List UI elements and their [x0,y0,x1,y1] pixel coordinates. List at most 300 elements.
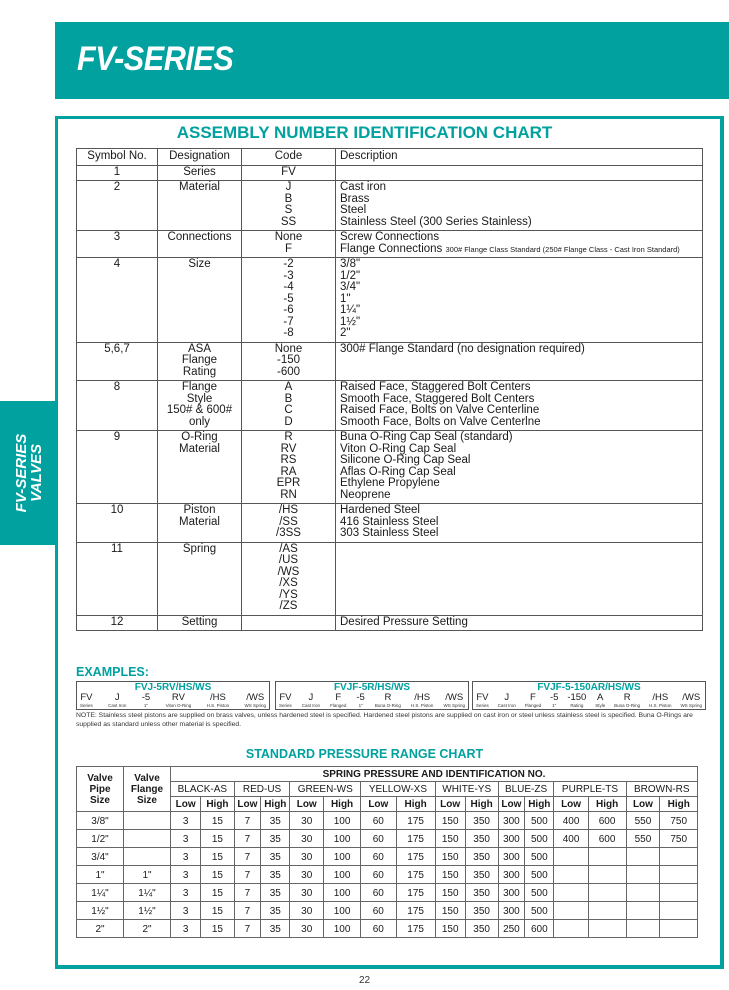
pressure-value-cell: 15 [201,866,234,884]
pressure-value-cell [660,866,698,884]
example-part [680,693,702,709]
pipe-size-cell: 3/4" [77,848,124,866]
example-part-label: WS Spring [443,703,465,708]
example-part-code: RV [171,692,185,703]
pressure-value-cell: 7 [234,884,260,902]
pressure-value-cell: 60 [361,866,396,884]
pressure-value-cell: 30 [290,920,324,938]
pressure-value-cell: 15 [201,830,234,848]
pressure-value-cell: 3 [171,830,201,848]
description-text: Cast iron [340,181,387,193]
flange-size-cell [124,812,171,830]
description-line [340,271,698,283]
table-row [77,181,703,231]
code-line: /XS [279,577,298,589]
side-tab-line2: VALVES [28,443,45,503]
example-part-code: R [384,692,392,703]
code-line: -150 [276,354,301,366]
examples-note: NOTE: Stainless steel pistons are supplied on brass valves, unless hardened steel is specified. Hardened steel pistons are supplied on cast iron or steel unless stainless steel is specified. Buna O-Rings are supplied as standard unless other material is specified. [76,712,693,728]
example-part-code: J [308,692,314,703]
pressure-value-cell: 250 [498,920,524,938]
description-line [340,194,698,206]
example-part-label: H.S. Piston [206,703,230,708]
example-part-label: Viton O-Ring [165,703,192,708]
code-line: J [285,181,292,193]
designation-line: Connections [167,231,232,243]
description-text: 1" [340,292,351,305]
pressure-value-cell [588,902,626,920]
designation-cell [158,381,242,431]
example-code: FVJ-5RV/HS/WS [134,682,212,693]
example-part [80,693,93,709]
table-row [77,866,698,884]
pressure-value-cell: 150 [435,812,465,830]
side-tab [0,401,58,545]
description-text: Silicone O-Ring Cap Seal [340,454,471,466]
code-line: S [284,204,293,216]
pressure-value-cell: 175 [396,848,435,866]
pipe-size-cell: 1¼" [77,884,124,902]
description-text: Smooth Face, Bolts on Valve Centerlne [340,415,541,428]
description-text: 300# Flange Standard (no designation required) [340,342,585,355]
example-parts [80,693,266,709]
flange-size-cell: 1" [124,866,171,884]
header-high: High [324,797,361,812]
description-text: Flange Connections [340,242,443,255]
example-part-code: FV [80,692,93,703]
code-line: SS [280,215,297,228]
pressure-value-cell: 350 [465,830,498,848]
example-part-code: -5 [549,692,559,703]
pressure-value-cell: 150 [435,830,465,848]
code-cell [242,181,336,231]
description-text: 1¼" [340,304,361,316]
header-pipe-line: Size [89,795,110,806]
designation-cell [158,231,242,258]
example-part [614,693,640,709]
example-part-code: J [504,692,510,703]
flange-size-cell: 1¼" [124,884,171,902]
code-cell [242,231,336,258]
pressure-value-cell: 150 [435,866,465,884]
code-cell [242,615,336,631]
symbol-cell: 4 [77,258,158,343]
pipe-size-cell: 1/2" [77,830,124,848]
example-part-code: -150 [567,692,587,703]
example-part [595,693,605,709]
example-box [275,681,469,710]
designation-line: Piston [183,504,216,516]
example-part [567,693,586,709]
pressure-value-cell: 60 [361,902,396,920]
description-line [340,528,698,540]
pressure-value-cell: 100 [324,848,361,866]
designation-line: Size [188,258,211,270]
pressure-value-cell: 175 [396,884,435,902]
pressure-value-cell [626,848,660,866]
table-row [77,812,698,830]
pressure-value-cell: 300 [498,830,524,848]
header-spring-3: YELLOW-XS [361,782,436,797]
description-text: Brass [340,192,370,205]
header-spring-6: PURPLE-TS [554,782,626,797]
description-line [340,282,698,294]
pressure-value-cell [588,866,626,884]
designation-line: only [188,415,211,428]
example-part-label: Flanged [330,703,347,708]
example-part-label: H.S. Piston [410,703,434,708]
pressure-value-cell: 3 [171,884,201,902]
pressure-value-cell: 150 [435,848,465,866]
page-number: 22 [358,975,371,986]
designation-cell [158,258,242,343]
pressure-value-cell [626,884,660,902]
table-row [77,884,698,902]
pressure-value-cell: 3 [171,848,201,866]
table-row [77,920,698,938]
code-line: /SS [279,515,298,528]
symbol-cell: 9 [77,431,158,504]
example-part-code: /HS [414,692,431,703]
assembly-chart-title: ASSEMBLY NUMBER IDENTIFICATION CHART [176,123,553,142]
pressure-value-cell: 350 [465,812,498,830]
pressure-value-cell: 175 [396,812,435,830]
examples-title: EXAMPLES: [76,665,149,679]
pressure-value-cell [588,920,626,938]
header-pipe-size [77,767,124,812]
code-line: -8 [283,327,294,339]
pressure-value-cell [660,920,698,938]
header-spring-2: GREEN-WS [290,782,361,797]
example-part [525,693,541,709]
pressure-value-cell: 500 [525,902,554,920]
description-cell [336,342,703,381]
pressure-value-cell: 35 [261,812,290,830]
example-part-code: FV [476,692,489,703]
pressure-value-cell: 30 [290,812,324,830]
example-part-label: WS Spring [244,703,266,708]
pressure-value-cell: 350 [465,902,498,920]
example-part-label: Rating [570,703,584,708]
code-line: B [284,192,293,205]
description-text: Steel [340,204,367,216]
header-pipe-line: Pipe [89,784,111,795]
example-part-code: FV [279,692,292,703]
pressure-value-cell: 3 [171,920,201,938]
header-spring-0: BLACK-AS [171,782,235,797]
example-part [108,693,126,709]
example-part-label: H.S. Piston [649,703,672,708]
table-row [77,848,698,866]
pressure-value-cell: 150 [435,902,465,920]
code-line: /HS [278,504,299,516]
description-text: Buna O-Ring Cap Seal (standard) [340,431,513,443]
header-pipe-line: Valve [87,773,113,784]
description-text: 3/8" [340,258,361,270]
header-high: High [261,797,290,812]
pressure-value-cell: 35 [261,848,290,866]
pressure-value-cell [554,848,588,866]
pressure-value-cell: 35 [261,830,290,848]
pressure-value-cell: 350 [465,884,498,902]
pressure-value-cell [554,902,588,920]
header-high: High [396,797,435,812]
example-part [279,693,292,709]
description-line [340,344,698,356]
example-part [330,693,346,709]
header-designation: Designation [158,149,242,166]
code-line: C [284,404,293,416]
example-part [375,693,401,709]
description-text: 2" [340,327,351,339]
example-part-label: Cast Iron [301,703,321,708]
code-line: D [284,415,293,428]
pressure-value-cell: 35 [261,902,290,920]
pressure-value-cell: 60 [361,920,396,938]
pressure-value-cell [554,920,588,938]
description-text: 1½" [340,315,361,328]
example-part-label: Buna O-Ring [614,703,641,708]
code-line: EPR [276,477,301,489]
description-line [340,294,698,306]
pressure-value-cell [626,920,660,938]
description-cell [336,431,703,504]
pressure-value-cell [554,884,588,902]
example-code: FVJF-5-150AR/HS/WS [537,682,641,693]
pressure-value-cell: 100 [324,884,361,902]
header-low: Low [554,797,588,812]
pressure-value-cell: 300 [498,902,524,920]
designation-cell [158,431,242,504]
example-part-code: R [623,692,631,703]
code-line: FV [281,165,296,178]
example-part [302,693,320,709]
description-text: Viton O-Ring Cap Seal [340,442,457,455]
example-part-code: /HS [652,692,669,703]
example-part-label: 1" [552,703,557,708]
example-box [76,681,270,710]
code-line: -2 [283,258,294,270]
example-part [550,693,558,709]
example-part-label: Series [476,703,489,708]
description-text: Stainless Steel (300 Series Stainless) [340,215,532,228]
code-cell [242,504,336,543]
code-cell [242,381,336,431]
designation-line: 150# & 600# [166,404,233,416]
pressure-chart-title: STANDARD PRESSURE RANGE CHART [245,747,484,761]
description-line [340,182,698,194]
description-text: Screw Connections [340,231,440,243]
code-line: A [284,381,293,393]
header-flange-size [124,767,171,812]
pressure-value-cell [660,848,698,866]
description-text: Raised Face, Staggered Bolt Centers [340,381,531,393]
description-text: Hardened Steel [340,504,420,516]
pipe-size-cell: 3/8" [77,812,124,830]
designation-cell [158,181,242,231]
pressure-value-cell: 30 [290,902,324,920]
designation-line: Series [183,165,216,178]
pressure-value-cell: 550 [626,830,660,848]
code-line: /US [278,554,299,566]
example-part-label: Cast Iron [497,703,516,708]
example-part [244,693,266,709]
header-high: High [660,797,698,812]
description-text: Smooth Face, Staggered Bolt Centers [340,392,535,405]
description-cell [336,542,703,615]
pressure-value-cell: 100 [324,830,361,848]
pressure-value-cell [588,884,626,902]
code-line: /AS [279,542,298,555]
example-part-code: /WS [445,692,464,703]
header-low: Low [234,797,260,812]
header-flange-line: Flange [130,784,164,795]
pressure-value-cell: 30 [290,830,324,848]
page-title: FV-SERIES [77,40,234,78]
header-spring-5: BLUE-ZS [498,782,554,797]
pressure-value-cell: 100 [324,920,361,938]
code-line: -600 [276,365,301,378]
header-low: Low [498,797,524,812]
symbol-cell: 2 [77,181,158,231]
pressure-value-cell [626,902,660,920]
pressure-value-cell: 15 [201,884,234,902]
pressure-value-cell: 150 [435,884,465,902]
code-line: -4 [283,281,294,293]
designation-cell [158,165,242,181]
assembly-chart-table [76,148,703,631]
code-line: RS [280,454,297,466]
code-line: -5 [283,292,294,305]
example-part [649,693,672,709]
pressure-value-cell [554,866,588,884]
description-note: 300# Flange Class Standard (250# Flange Class - Cast Iron Standard) [445,244,680,254]
description-text: 416 Stainless Steel [340,515,439,528]
table-row [77,830,698,848]
header-low: Low [290,797,324,812]
designation-line: Material [179,181,220,193]
pressure-value-cell: 600 [588,830,626,848]
designation-cell [158,504,242,543]
pressure-value-cell: 15 [201,902,234,920]
header-low: Low [626,797,660,812]
pressure-value-cell: 175 [396,920,435,938]
description-cell [336,181,703,231]
pressure-value-cell: 175 [396,830,435,848]
example-part-code: A [597,692,604,703]
pressure-value-cell: 60 [361,884,396,902]
example-parts [476,693,702,709]
table-row [77,431,703,504]
pressure-value-cell: 600 [525,920,554,938]
code-line: /YS [279,588,298,601]
pressure-value-cell: 3 [171,812,201,830]
symbol-cell: 11 [77,542,158,615]
pressure-value-cell [626,866,660,884]
code-line: None [274,342,303,355]
example-part-code: /WS [682,692,701,703]
pressure-value-cell: 500 [525,848,554,866]
designation-line: O-Ring [181,431,218,443]
pressure-value-cell: 7 [234,920,260,938]
example-box [472,681,706,710]
code-line: -3 [283,269,294,282]
description-line [340,259,698,271]
example-part-label: WS Spring [680,703,702,708]
side-tab-label [14,434,44,513]
description-line [340,244,698,256]
header-description: Description [336,149,703,166]
description-line [340,417,698,429]
example-part-label: Buna O-Ring [374,703,401,708]
pressure-value-cell: 175 [396,866,435,884]
example-part-code: -5 [141,692,151,703]
pressure-spring-row [77,782,698,797]
description-text: Aflas O-Ring Cap Seal [340,465,456,478]
header-symbol: Symbol No. [77,149,158,166]
designation-cell [158,615,242,631]
pressure-value-cell: 100 [324,902,361,920]
code-line: RA [280,465,297,478]
flange-size-cell [124,848,171,866]
example-part-code: J [114,692,120,703]
header-low: Low [361,797,396,812]
example-part-label: 1" [143,703,149,708]
pressure-value-cell: 3 [171,866,201,884]
description-text: 303 Stainless Steel [340,527,439,539]
pressure-value-cell: 7 [234,812,260,830]
table-row [77,902,698,920]
pressure-value-cell: 300 [498,848,524,866]
description-cell [336,381,703,431]
pressure-value-cell: 300 [498,884,524,902]
pressure-value-cell: 30 [290,848,324,866]
header-high: High [588,797,626,812]
pressure-value-cell: 35 [261,884,290,902]
pressure-value-cell: 35 [261,920,290,938]
example-part-label: Flanged [524,703,542,708]
code-cell [242,431,336,504]
description-text: Neoprene [340,488,391,501]
pressure-value-cell: 100 [324,866,361,884]
description-line [340,617,698,629]
description-cell [336,504,703,543]
description-line [340,490,698,502]
header-spring-7: BROWN-RS [626,782,697,797]
designation-line: Material [179,442,220,455]
header-code: Code [242,149,336,166]
header-spring-1: RED-US [234,782,290,797]
pressure-value-cell: 350 [465,848,498,866]
pressure-value-cell: 100 [324,812,361,830]
pressure-value-cell: 35 [261,866,290,884]
code-line: F [284,242,293,255]
pressure-value-cell: 500 [525,866,554,884]
flange-size-cell: 2" [124,920,171,938]
pressure-value-cell: 7 [234,848,260,866]
table-row [77,615,703,631]
pressure-value-cell: 300 [498,812,524,830]
assembly-header-row [77,149,703,166]
code-line: /WS [277,565,300,578]
pressure-value-cell: 30 [290,884,324,902]
example-part-label: Style [595,703,606,708]
designation-line: Rating [182,365,217,378]
header-spring-4: WHITE-YS [435,782,498,797]
pressure-value-cell: 3 [171,902,201,920]
pressure-value-cell [660,902,698,920]
pipe-size-cell: 1" [77,866,124,884]
